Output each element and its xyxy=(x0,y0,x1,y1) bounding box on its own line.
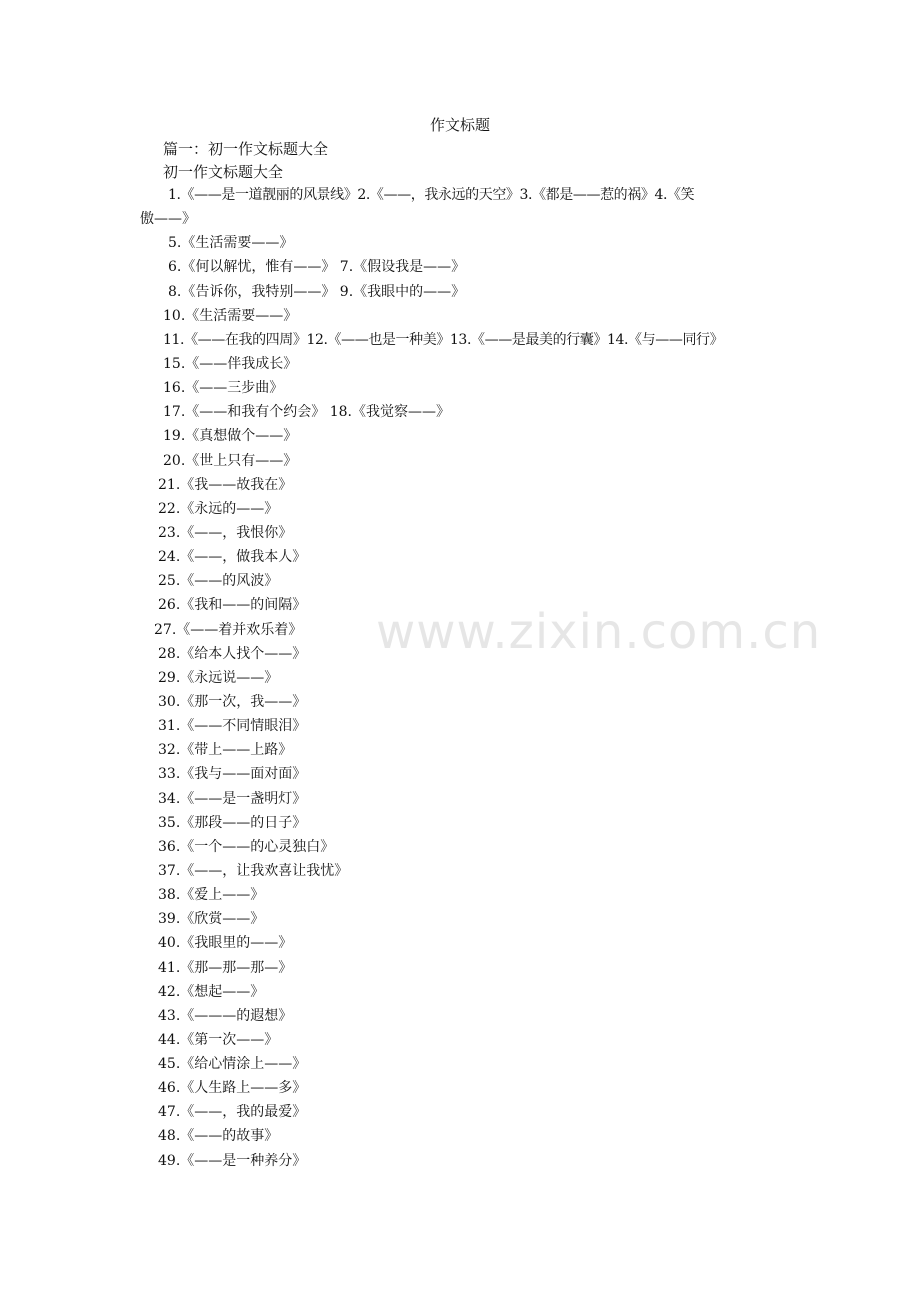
list-item: 22.《永远的——》 xyxy=(158,500,279,517)
list-item: 44.《第一次——》 xyxy=(158,1031,279,1048)
list-item: 46.《人生路上——多》 xyxy=(158,1080,307,1097)
list-item: 8.《告诉你，我特别——》 9.《我眼中的——》 xyxy=(168,283,466,300)
list-item: 49.《——是一种养分》 xyxy=(158,1152,307,1169)
list-item: 37.《——，让我欢喜让我忧》 xyxy=(158,862,349,879)
list-item: 27.《——着并欢乐着》 xyxy=(154,621,303,638)
list-item: 34.《——是一盏明灯》 xyxy=(158,790,307,807)
list-item: 35.《那段——的日子》 xyxy=(158,814,307,831)
list-item: 19.《真想做个——》 xyxy=(163,428,298,445)
list-item: 傲——》 xyxy=(140,211,196,228)
list-item: 43.《———的遐想》 xyxy=(158,1007,293,1024)
list-item: 20.《世上只有——》 xyxy=(163,452,298,469)
list-item: 30.《那一次，我——》 xyxy=(158,693,307,710)
list-item: 26.《我和——的间隔》 xyxy=(158,597,307,614)
list-item: 40.《我眼里的——》 xyxy=(158,935,293,952)
section-heading: 篇一：初一作文标题大全 xyxy=(163,140,329,158)
list-item: 39.《欣赏——》 xyxy=(158,911,265,928)
list-item: 17.《——和我有个约会》 18.《我觉察——》 xyxy=(163,404,450,421)
list-item: 6.《何以解忧，惟有——》 7.《假设我是——》 xyxy=(168,259,466,276)
list-item: 47.《——，我的最爱》 xyxy=(158,1104,307,1121)
list-item: 28.《给本人找个——》 xyxy=(158,645,307,662)
list-item: 11.《——在我的四周》12.《——也是一种美》13.《——是最美的行囊》14.《与——同行》 xyxy=(163,331,724,348)
list-item: 29.《永远说——》 xyxy=(158,669,279,686)
list-item: 21.《我——故我在》 xyxy=(158,476,293,493)
list-item: 25.《——的风波》 xyxy=(158,573,279,590)
watermark: www.zixin.com.cn xyxy=(376,604,822,660)
list-item: 32.《带上——上路》 xyxy=(158,742,293,759)
list-item: 15.《——伴我成长》 xyxy=(163,355,298,372)
list-item: 16.《——三步曲》 xyxy=(163,380,284,397)
list-item: 31.《——不同情眼泪》 xyxy=(158,718,307,735)
list-item: 24.《——，做我本人》 xyxy=(158,549,307,566)
list-item: 10.《生活需要——》 xyxy=(163,307,298,324)
list-item: 1.《——是一道靓丽的风景线》2.《——，我永远的天空》3.《都是——惹的祸》4.《笑 xyxy=(168,187,695,203)
list-item: 45.《给心情涂上——》 xyxy=(158,1056,307,1073)
list-item: 42.《想起——》 xyxy=(158,983,265,1000)
list-item: 33.《我与——面对面》 xyxy=(158,766,307,783)
list-item: 36.《一个——的心灵独白》 xyxy=(158,838,335,855)
list-item: 38.《爱上——》 xyxy=(158,887,265,904)
list-item: 5.《生活需要——》 xyxy=(168,235,294,252)
document-title: 作文标题 xyxy=(429,116,490,134)
title-list xyxy=(0,183,920,1173)
section-subheading: 初一作文标题大全 xyxy=(163,163,284,181)
list-item: 48.《——的故事》 xyxy=(158,1128,279,1145)
list-item: 23.《——，我恨你》 xyxy=(158,524,293,541)
list-item: 41.《那—那—那—》 xyxy=(158,959,293,976)
